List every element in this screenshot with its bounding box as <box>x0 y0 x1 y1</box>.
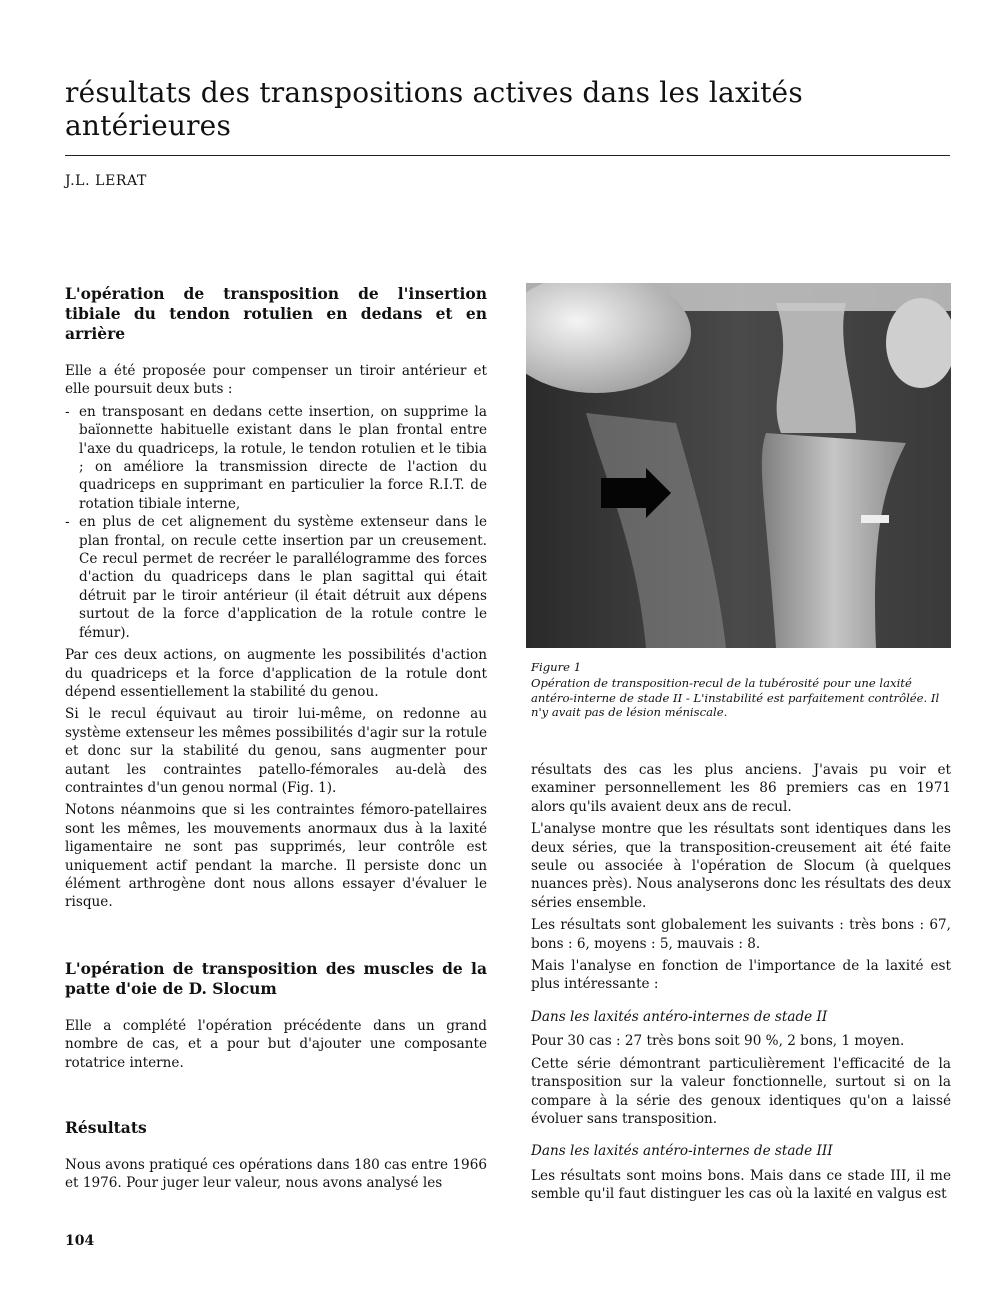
subheading-stage-2: Dans les laxités antéro-internes de stade II <box>531 1008 828 1025</box>
body-paragraph: résultats des cas les plus anciens. J'avais pu voir et examiner personnellement les 86 premiers cas en 1971 alors qu'ils avaient deux ans de recul. <box>531 762 951 815</box>
body-paragraph: Les résultats sont moins bons. Mais dans ce stade III, il me semble qu'il faut distinguer les cas où la laxité en valgus est <box>531 1167 951 1203</box>
body-paragraph: Nous avons pratiqué ces opérations dans 180 cas entre 1966 et 1976. Pour juger leur valeur, nous avons analysé les <box>65 1157 487 1192</box>
right-column <box>531 761 951 1208</box>
section1-intro: Elle a été proposée pour compenser un tiroir antérieur et elle poursuit deux buts : <box>65 363 487 398</box>
aim-item: - en transposant en dedans cette insertion, on supprime la baïonnette habituelle existant dans le plan frontal entre l'axe du quadriceps, la rotule, le tendon rotulien et le tibia ; on améliore la transmission directe de l'action du quadriceps en supprimant en particulier la force R.I.T. de rotation tibiale interne, <box>65 403 487 513</box>
body-paragraph: Les résultats sont globalement les suivants : très bons : 67, bons : 6, moyens : 5, mauvais : 8. <box>531 917 951 952</box>
article-title: résultats des transpositions actives dans les laxités antérieures <box>65 76 803 142</box>
body-paragraph: Cette série démontrant particulièrement l'efficacité de la transposition sur la valeur fonctionnelle, surtout si on la compare à la série des genoux identiques qu'on a laissé évoluer sans transposition. <box>531 1055 951 1127</box>
figure-caption-text: Opération de transposition-recul de la tubérosité pour une laxité antéro-interne de stade II - L'instabilité est parfaitement contrôlée. Il n'y avait pas de lésion méniscale. <box>531 676 940 720</box>
body-paragraph: Si le recul équivaut au tiroir lui-même, on redonne au système extenseur les mêmes possibilités d'agir sur la rotule et donc sur la stabilité du genou, sans augmenter pour autant les contraintes patello-fémorales au-delà des contraintes d'un genou normal (Fig. 1). <box>65 706 487 796</box>
page-number: 104 <box>65 1233 95 1249</box>
aims-list <box>65 403 487 642</box>
body-paragraph: Elle a complété l'opération précédente dans un grand nombre de cas, et a pour but d'ajouter une composante rotatrice interne. <box>65 1017 487 1071</box>
figure-label: Figure 1 <box>531 660 582 674</box>
body-paragraph: L'analyse montre que les résultats sont identiques dans les deux séries, que la transposition-creusement ait été faite seule ou associée à l'opération de Slocum (à quelques nuances près). Nous analyserons donc les résultats des deux séries ensemble. <box>531 821 951 911</box>
left-column <box>65 284 487 1197</box>
body-paragraph: Pour 30 cas : 27 très bons soit 90 %, 2 bons, 1 moyen. <box>531 1033 905 1050</box>
section-spacer <box>65 916 487 959</box>
section-heading-results: Résultats <box>65 1118 147 1137</box>
title-rule <box>65 155 950 156</box>
body-paragraph: Par ces deux actions, on augmente les possibilités d'action du quadriceps et la force d'application de la rotule dont dépend essentiellement la stabilité du genou. <box>65 647 487 700</box>
section-spacer <box>65 1076 487 1118</box>
section-heading-transposition: L'opération de transposition de l'insertion tibiale du tendon rotulien en dedans et en arrière <box>65 284 487 343</box>
subheading-stage-3: Dans les laxités antéro-internes de stade III <box>531 1143 833 1160</box>
aim-item: - en plus de cet alignement du système extenseur dans le plan frontal, on recule cette insertion par un creusement. Ce recul permet de recréer le parallélogramme des forces d'action du quadriceps dans le plan sagittal qui était détruit par le tiroir antérieur (il était détruit aux dépens surtout de la force d'application de la rotule contre le fémur). <box>65 513 487 642</box>
section-heading-slocum: L'opération de transposition des muscles de la patte d'oie de D. Slocum <box>65 958 487 998</box>
figure-caption <box>531 660 951 720</box>
body-paragraph: Notons néanmoins que si les contraintes fémoro-patellaires sont les mêmes, les mouvements anormaux dus à la laxité ligamentaire ne sont pas supprimés, leur contrôle est uniquement actif pendant la marche. Il persiste donc un élément arthrogène dont nous allons essayer d'évaluer le risque. <box>65 802 487 911</box>
xray-image <box>526 283 951 648</box>
body-paragraph: Mais l'analyse en fonction de l'importance de la laxité est plus intéressante : <box>531 958 951 993</box>
knee-xray-figure <box>526 283 951 648</box>
author: J.L. LERAT <box>65 173 147 189</box>
